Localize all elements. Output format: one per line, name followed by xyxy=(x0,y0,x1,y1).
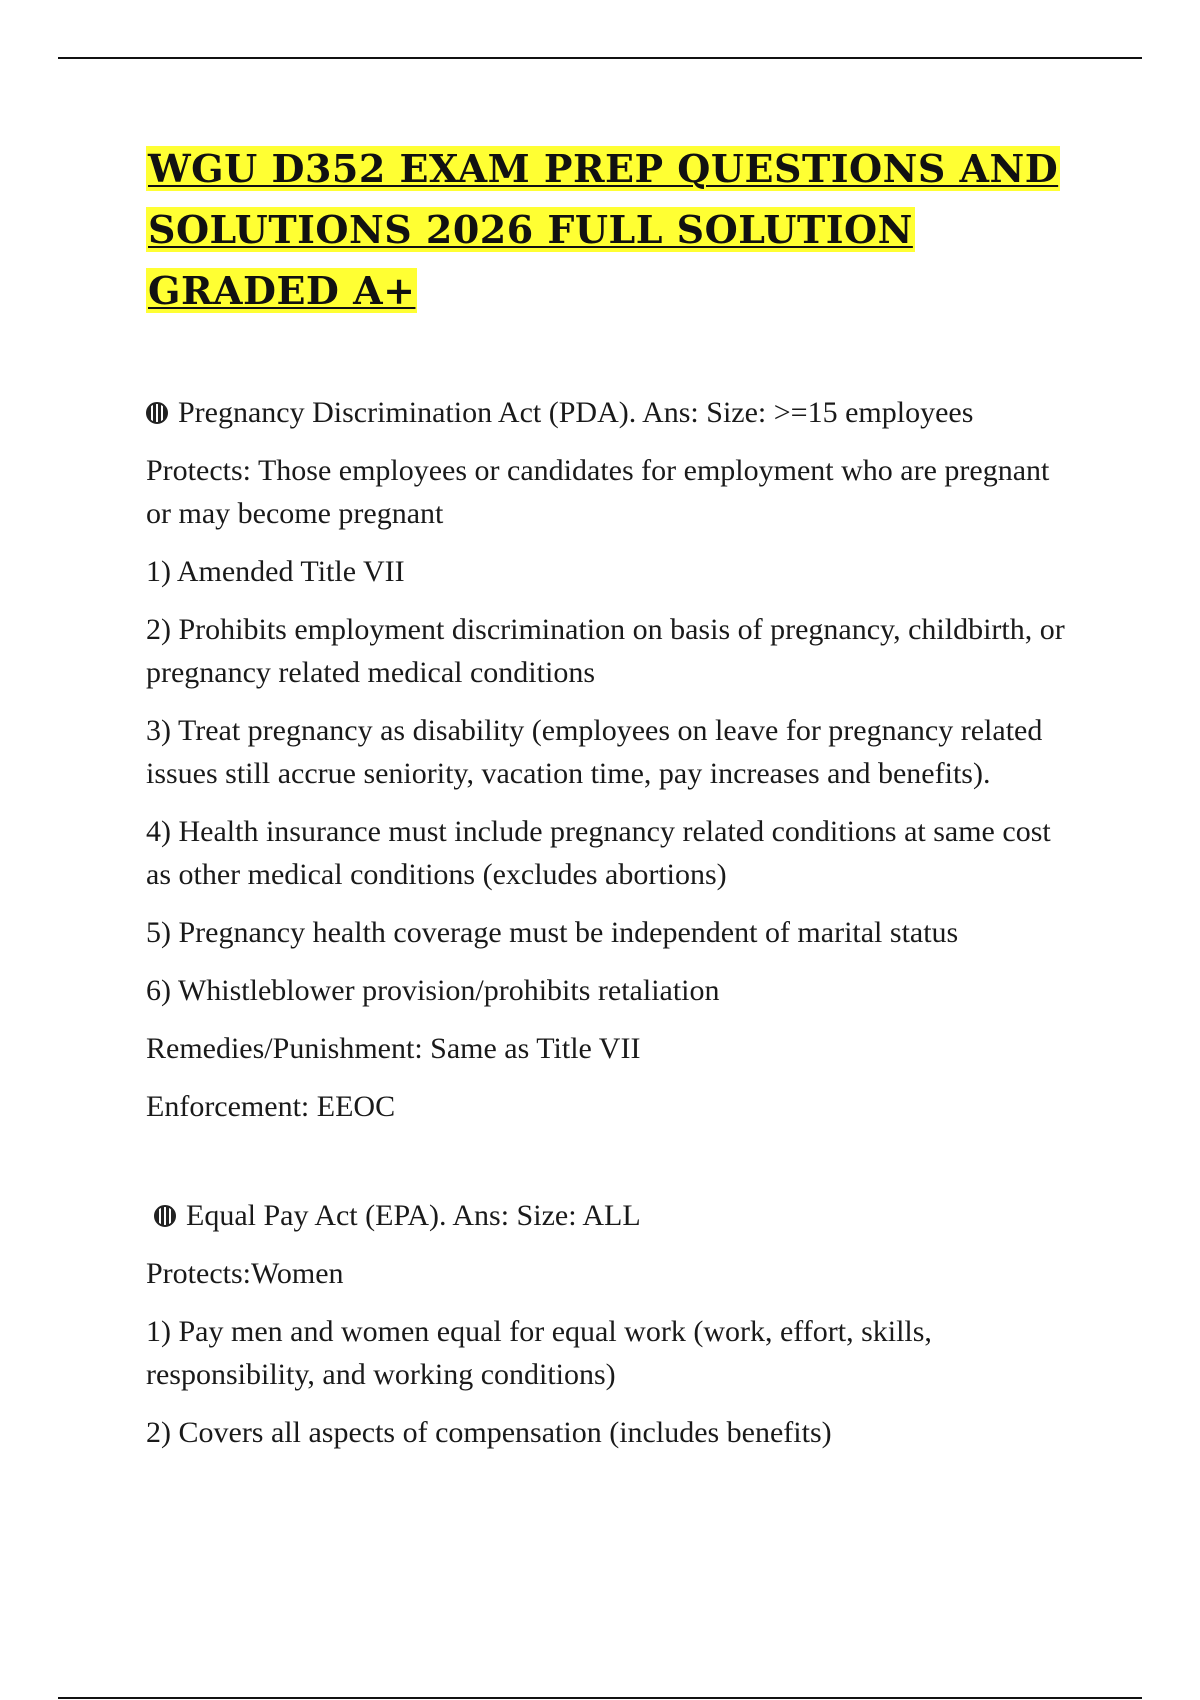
answer-line: Protects:Women xyxy=(146,1257,344,1290)
answer-line: 3) Treat pregnancy as disability (employees on leave for pregnancy related issues still accrue seniority, vacation time, pay increases and benefits). xyxy=(146,714,1043,790)
striped-circle-bullet-icon xyxy=(154,1205,176,1227)
document-title-text: WGU D352 EXAM PREP QUESTIONS AND SOLUTIONS 2026 FULL SOLUTION GRADED A+ xyxy=(148,146,1059,313)
answer-line: 2) Covers all aspects of compensation (includes benefits) xyxy=(146,1416,832,1449)
question-text: Pregnancy Discrimination Act (PDA). Ans: Size: >=15 employees xyxy=(178,396,974,429)
answer-line: 1) Amended Title VII xyxy=(146,555,405,588)
answer-line: 4) Health insurance must include pregnancy related conditions at same cost as other medical conditions (excludes abortions) xyxy=(146,815,1051,891)
question-line xyxy=(146,391,1066,435)
bottom-horizontal-rule xyxy=(58,1697,1142,1699)
answer-line: Enforcement: EEOC xyxy=(146,1090,396,1123)
document-body xyxy=(146,138,1066,1520)
striped-circle-bullet-icon xyxy=(146,402,168,424)
answer-line: 2) Prohibits employment discrimination on basis of pregnancy, childbirth, or pregnancy related medical conditions xyxy=(146,613,1065,689)
question-section-epa xyxy=(146,1194,1066,1454)
question-text: Equal Pay Act (EPA). Ans: Size: ALL xyxy=(186,1199,641,1232)
answer-line: Protects: Those employees or candidates for employment who are pregnant or may become pregnant xyxy=(146,454,1050,530)
answer-line: Remedies/Punishment: Same as Title VII xyxy=(146,1032,641,1065)
document-title xyxy=(146,138,1066,321)
question-section-pda xyxy=(146,391,1066,1128)
answer-line: 1) Pay men and women equal for equal work (work, effort, skills, responsibility, and working conditions) xyxy=(146,1315,932,1391)
answer-line: 6) Whistleblower provision/prohibits retaliation xyxy=(146,974,720,1007)
top-horizontal-rule xyxy=(58,57,1142,59)
answer-line: 5) Pregnancy health coverage must be independent of marital status xyxy=(146,916,959,949)
question-line xyxy=(146,1194,1066,1238)
